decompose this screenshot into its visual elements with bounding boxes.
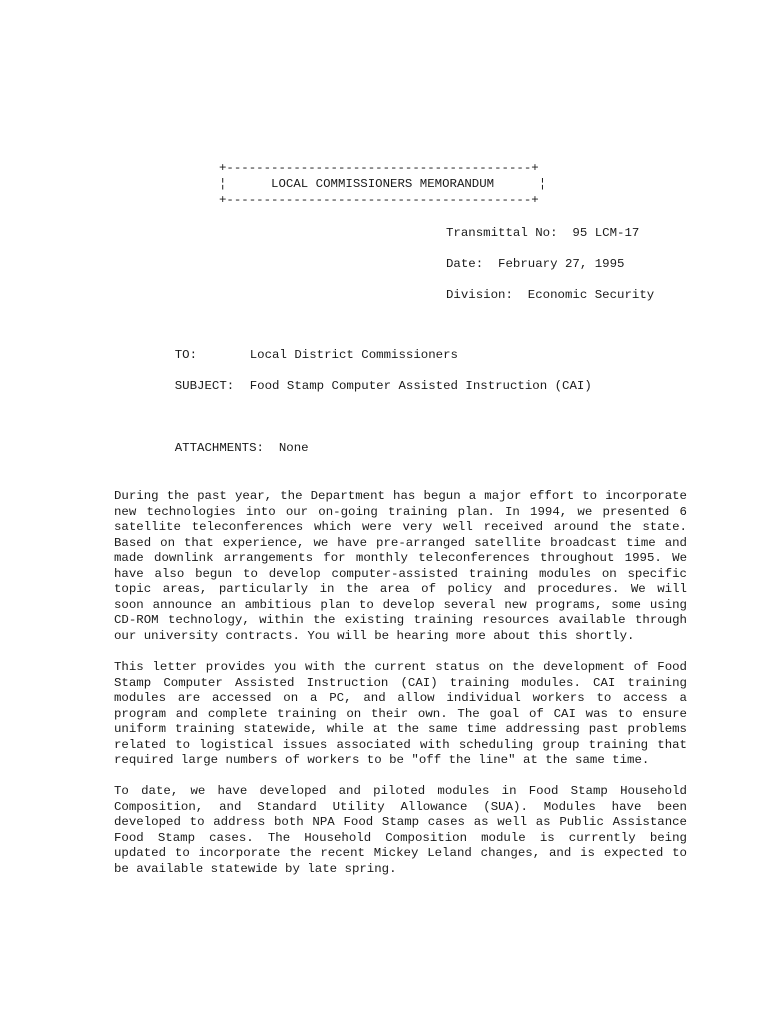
paragraph-line: our university contracts. You will be hearing more about this shortly. [114,628,635,643]
header-box-top-border: +-----------------------------------------+ [219,161,539,175]
paragraph-line: Composition, and Standard Utility Allowance (SUA). Modules have been [114,799,687,814]
body-paragraph-2 [114,660,687,769]
paragraph-line: program and complete training on their own. The goal of CAI was to ensure [114,706,687,721]
attachments-line [145,427,309,469]
paragraph-line: topic areas, particularly in the area of policy and procedures. We will [114,582,687,596]
paragraph-line: Stamp Computer Assisted Instruction (CAI) training modules. CAI training [114,675,687,690]
paragraph-line: This letter provides you with the current status on the development of Food [114,660,687,674]
transmittal-number: Transmittal No: 95 LCM-17 [446,226,640,240]
paragraph-line: modules are accessed on a PC, and allow individual workers to access a [114,691,687,705]
to-label: TO: [174,348,198,362]
memo-date: Date: February 27, 1995 [446,257,625,271]
paragraph-line: developed to address both NPA Food Stamp cases as well as Public Assistance [114,815,687,829]
paragraph-line: have also begun to develop computer-assisted training modules on specific [114,566,687,581]
subject-label: SUBJECT: [174,379,235,393]
subject-value: Food Stamp Computer Assisted Instruction (CAI) [249,379,592,393]
attachments-label: ATTACHMENTS: [174,441,264,455]
body-paragraph-3 [114,784,687,877]
paragraph-line: new technologies into our on-going training plan. In 1994, we presented 6 [114,504,687,519]
paragraph-line: be available statewide by late spring. [114,861,397,876]
paragraph-line: required large numbers of workers to be "off the line" at the same time. [114,753,650,767]
to-value: Local District Commissioners [249,348,458,362]
memo-title: ¦ LOCAL COMMISSIONERS MEMORANDUM ¦ [219,177,547,191]
paragraph-line: satellite teleconferences which were very well received around the state. [114,520,687,534]
paragraph-line: uniform training statewide, while at the same time addressing past problems [114,722,687,736]
paragraph-line: updated to incorporate the recent Mickey Leland changes, and is expected to [114,846,687,860]
memo-header-box [219,160,546,208]
attachments-value: None [278,441,309,455]
paragraph-line: To date, we have developed and piloted modules in Food Stamp Household [114,784,687,798]
paragraph-line: related to logistical issues associated with scheduling group training that [114,737,687,752]
paragraph-line: Based on that experience, we have pre-arranged satellite broadcast time and [114,535,687,550]
body-paragraph-1 [114,489,687,644]
paragraph-line: made downlink arrangements for monthly teleconferences throughout 1995. We [114,551,687,565]
subject-line [145,365,592,407]
header-box-bottom-border: +-----------------------------------------+ [219,193,539,207]
paragraph-line: Food Stamp cases. The Household Composition module is currently being [114,830,687,845]
memo-division: Division: Economic Security [446,288,655,302]
paragraph-line: During the past year, the Department has begun a major effort to incorporate [114,489,687,503]
paragraph-line: CD-ROM technology, within the existing training resources available through [114,613,687,627]
paragraph-line: soon announce an ambitious plan to develop several new programs, some using [114,597,687,612]
